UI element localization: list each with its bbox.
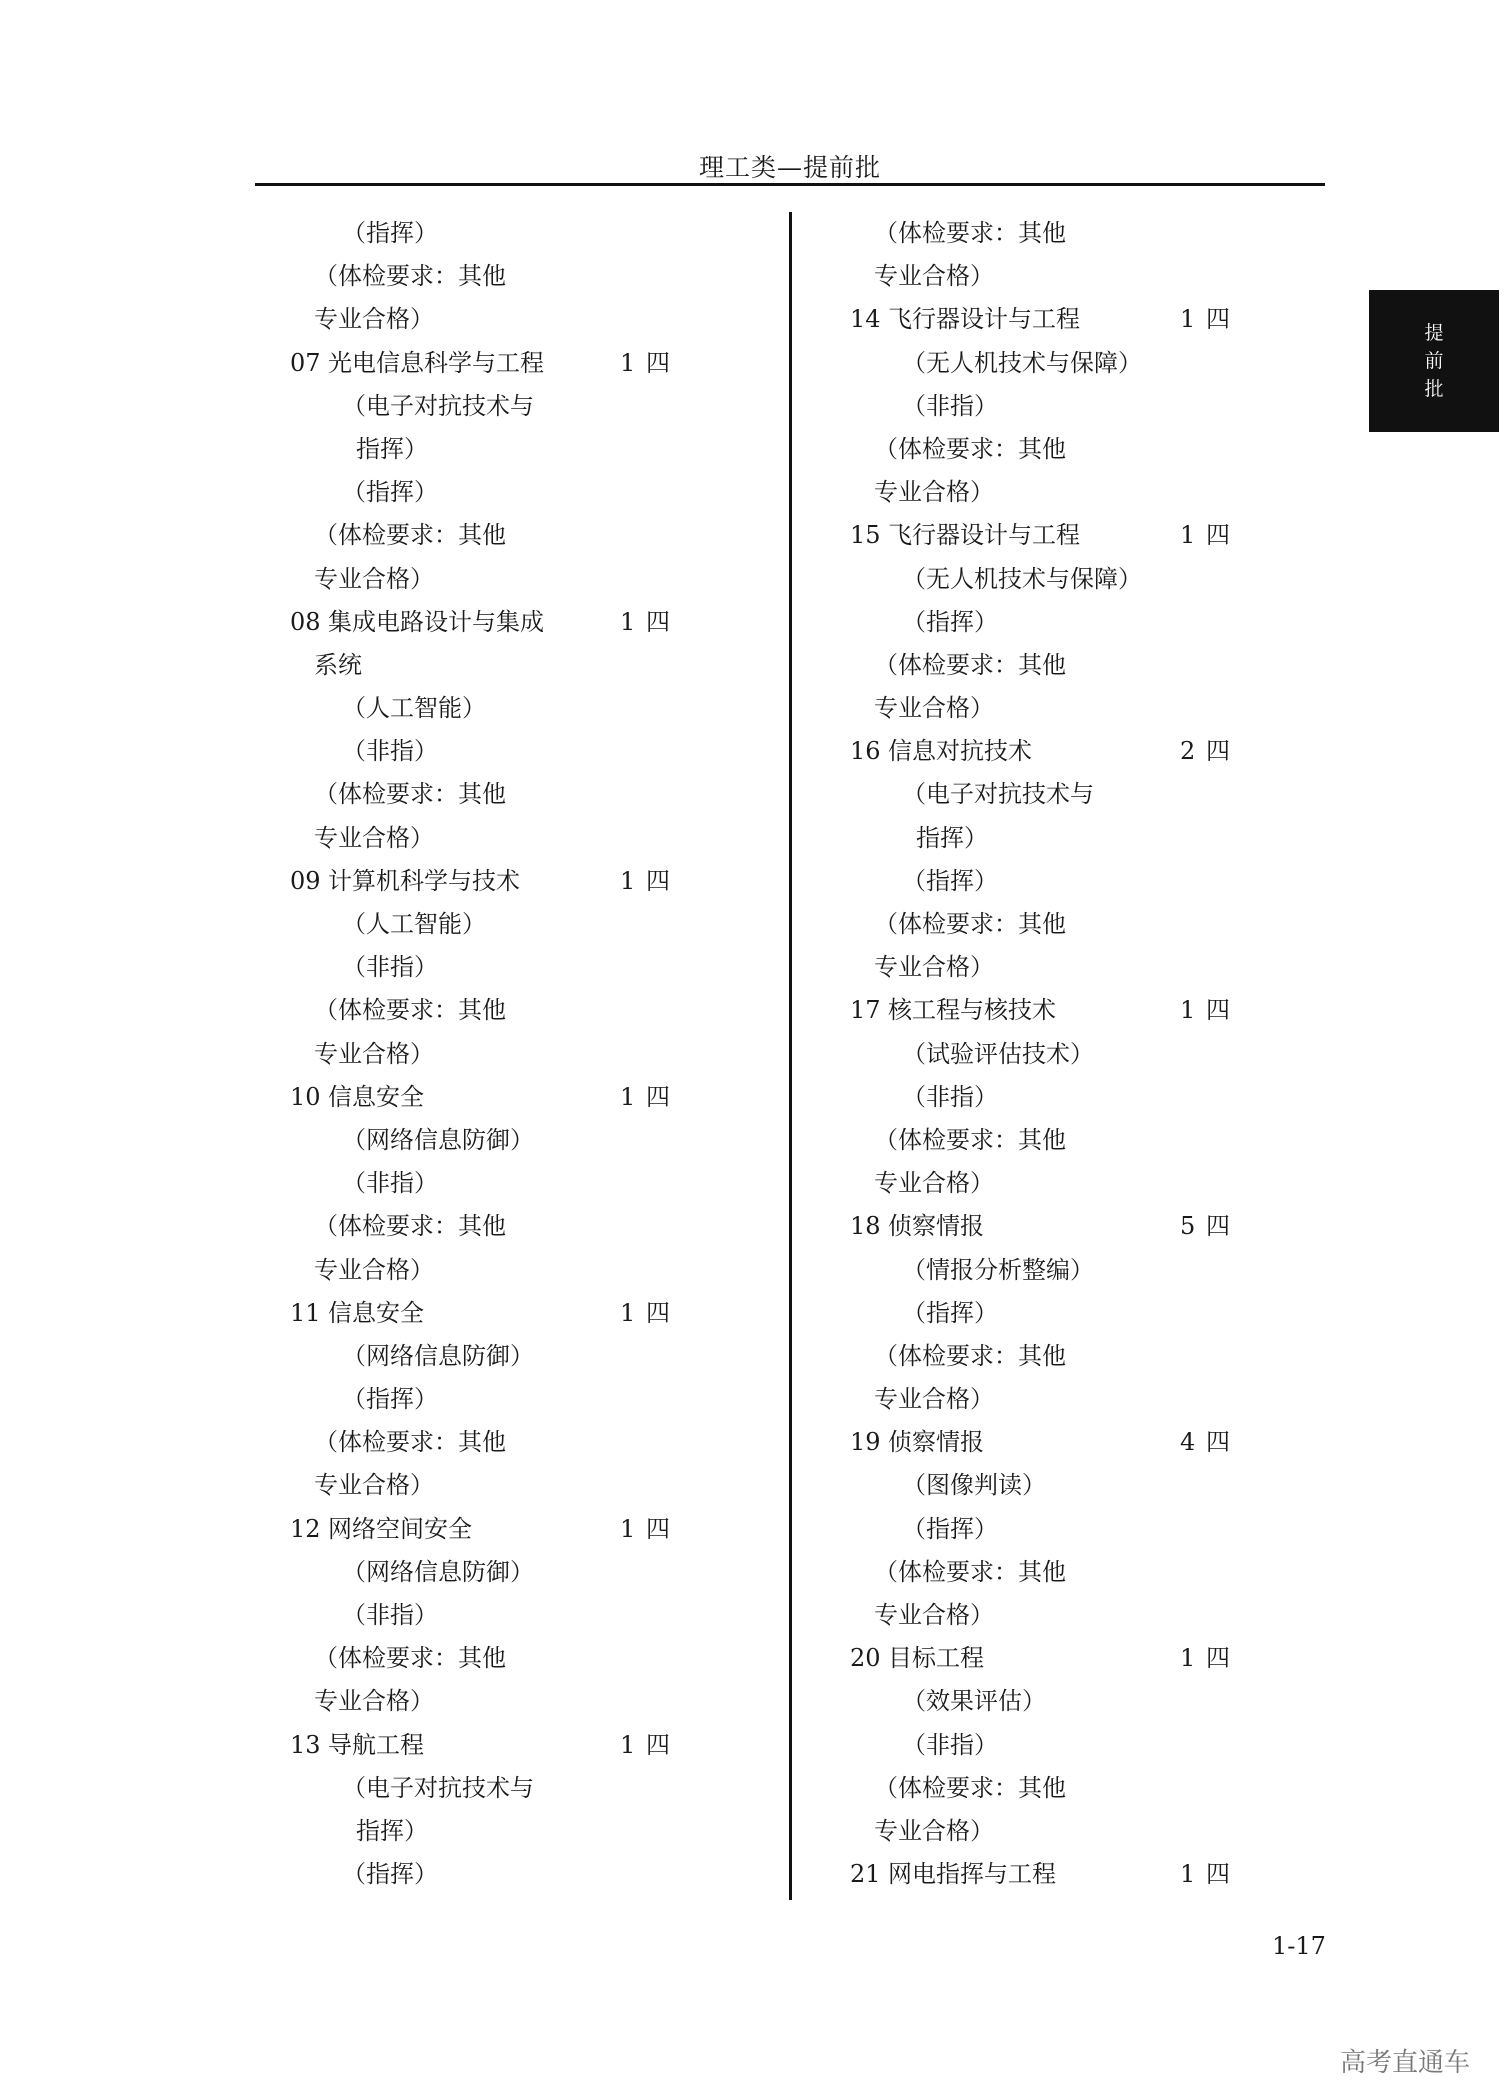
study-years: 四 xyxy=(1206,1860,1230,1889)
study-years: 四 xyxy=(1206,305,1230,334)
major-code: 11 xyxy=(290,1298,321,1327)
major-detail-line: （体检要求：其他 xyxy=(314,996,506,1025)
major-name: 信息安全 xyxy=(328,1298,424,1327)
enrollment-count: 5 xyxy=(1180,1212,1196,1241)
enrollment-count: 4 xyxy=(1180,1428,1196,1457)
major-detail-line: （指挥） xyxy=(342,478,438,507)
major-detail-line: （体检要求：其他 xyxy=(874,1125,1066,1154)
major-code: 10 xyxy=(290,1082,321,1111)
major-detail-line: （网络信息防御） xyxy=(342,1341,534,1370)
major-entry xyxy=(850,1853,1250,1896)
major-name: 光电信息科学与工程 xyxy=(328,348,544,377)
enrollment-count: 2 xyxy=(1180,737,1196,766)
page-header-title: 理工类—提前批 xyxy=(698,153,881,182)
major-meta xyxy=(1180,730,1230,773)
major-detail-line: （体检要求：其他 xyxy=(874,219,1066,247)
major-code: 16 xyxy=(850,737,881,766)
header-rule xyxy=(255,183,1325,186)
major-name: 计算机科学与技术 xyxy=(328,866,520,895)
enrollment-count: 1 xyxy=(620,1298,636,1327)
major-code: 21 xyxy=(850,1860,881,1889)
major-code: 13 xyxy=(290,1730,321,1759)
major-detail-line: （人工智能） xyxy=(342,694,486,723)
major-detail-line: （图像判读） xyxy=(902,1471,1046,1500)
major-detail-line: （网络信息防御） xyxy=(342,1557,534,1586)
major-entry xyxy=(290,601,690,644)
major-detail-line: （非指） xyxy=(342,737,438,766)
major-detail-line: （情报分析整编） xyxy=(902,1255,1094,1284)
major-detail-line: （电子对抗技术与 xyxy=(902,780,1094,809)
major-detail-line: （非指） xyxy=(342,1169,438,1198)
major-detail-line: （指挥） xyxy=(902,1298,998,1327)
study-years: 四 xyxy=(646,607,670,636)
major-entry xyxy=(850,1421,1250,1464)
major-name: 导航工程 xyxy=(328,1730,424,1759)
major-detail-line: （体检要求：其他 xyxy=(314,521,506,550)
major-code: 07 xyxy=(290,348,321,377)
major-detail-line: （无人机技术与保障） xyxy=(902,348,1142,377)
major-detail-line: （体检要求：其他 xyxy=(314,262,506,291)
major-entry xyxy=(850,1205,1250,1248)
major-detail-line: 专业合格） xyxy=(314,1255,434,1284)
major-meta xyxy=(620,860,670,903)
study-years: 四 xyxy=(646,1298,670,1327)
enrollment-count: 1 xyxy=(620,1082,636,1111)
enrollment-count: 1 xyxy=(620,866,636,895)
major-detail-line: （无人机技术与保障） xyxy=(902,564,1142,593)
major-name: 目标工程 xyxy=(888,1644,984,1673)
enrollment-count: 1 xyxy=(1180,305,1196,334)
study-years: 四 xyxy=(646,1730,670,1759)
major-detail-line: （电子对抗技术与 xyxy=(342,391,534,420)
major-detail-line: 专业合格） xyxy=(314,305,434,334)
major-detail-line: （试验评估技术） xyxy=(902,1039,1094,1068)
right-column xyxy=(850,212,1250,1896)
major-code: 18 xyxy=(850,1212,881,1241)
major-entry xyxy=(290,860,690,903)
major-detail-line: （体检要求：其他 xyxy=(874,434,1066,463)
major-detail-line: （非指） xyxy=(342,1601,438,1629)
major-code: 14 xyxy=(850,305,881,334)
major-detail-line: （人工智能） xyxy=(342,910,486,938)
major-entry xyxy=(850,514,1250,557)
major-meta xyxy=(1180,298,1230,341)
major-meta xyxy=(620,1724,670,1767)
major-name: 飞行器设计与工程 xyxy=(888,521,1080,550)
enrollment-count: 1 xyxy=(620,1514,636,1543)
major-name: 侦察情报 xyxy=(888,1212,984,1241)
major-detail-line: 专业合格） xyxy=(314,1687,434,1716)
major-detail-line: （指挥） xyxy=(902,1514,998,1543)
major-name: 集成电路设计与集成 xyxy=(328,607,544,636)
major-detail-line: （指挥） xyxy=(902,866,998,895)
major-detail-line: （体检要求：其他 xyxy=(314,780,506,809)
major-detail-line: （非指） xyxy=(902,1082,998,1111)
major-detail-line: 专业合格） xyxy=(874,953,994,982)
major-detail-line: 系统 xyxy=(314,650,362,679)
major-detail-line: （体检要求：其他 xyxy=(314,1644,506,1673)
major-detail-line: 专业合格） xyxy=(314,564,434,593)
enrollment-count: 1 xyxy=(620,607,636,636)
major-code: 08 xyxy=(290,607,321,636)
major-name: 信息对抗技术 xyxy=(888,737,1032,766)
major-detail-line: （体检要求：其他 xyxy=(874,1557,1066,1586)
major-detail-line: 专业合格） xyxy=(874,478,994,507)
major-meta xyxy=(1180,1637,1230,1680)
major-detail-line: （效果评估） xyxy=(902,1687,1046,1716)
major-detail-line: （电子对抗技术与 xyxy=(342,1773,534,1802)
major-entry xyxy=(290,1724,690,1767)
major-name: 飞行器设计与工程 xyxy=(888,305,1080,334)
enrollment-count: 1 xyxy=(1180,1644,1196,1673)
study-years: 四 xyxy=(1206,1212,1230,1241)
major-detail-line: （指挥） xyxy=(342,219,438,247)
study-years: 四 xyxy=(646,1082,670,1111)
major-detail-line: （体检要求：其他 xyxy=(874,650,1066,679)
major-entry xyxy=(290,1076,690,1119)
major-meta xyxy=(620,1292,670,1335)
major-detail-line: 专业合格） xyxy=(314,823,434,852)
major-code: 17 xyxy=(850,996,881,1025)
major-name: 侦察情报 xyxy=(888,1428,984,1457)
major-name: 网电指挥与工程 xyxy=(888,1860,1056,1889)
major-name: 信息安全 xyxy=(328,1082,424,1111)
major-detail-line: （指挥） xyxy=(342,1385,438,1414)
major-meta xyxy=(620,342,670,385)
enrollment-count: 1 xyxy=(1180,521,1196,550)
major-detail-line: （非指） xyxy=(902,1730,998,1759)
major-meta xyxy=(620,1076,670,1119)
major-detail-line: 专业合格） xyxy=(874,1385,994,1414)
enrollment-count: 1 xyxy=(1180,1860,1196,1889)
major-meta xyxy=(1180,514,1230,557)
major-entry xyxy=(290,1292,690,1335)
major-detail-line: 指挥） xyxy=(356,434,428,463)
major-code: 15 xyxy=(850,521,881,550)
major-entry xyxy=(850,989,1250,1032)
major-detail-line: 专业合格） xyxy=(874,1169,994,1198)
study-years: 四 xyxy=(646,1514,670,1543)
major-detail-line: 专业合格） xyxy=(874,694,994,723)
study-years: 四 xyxy=(646,866,670,895)
major-detail-line: 指挥） xyxy=(916,823,988,852)
study-years: 四 xyxy=(1206,1428,1230,1457)
major-entry xyxy=(850,730,1250,773)
enrollment-count: 1 xyxy=(620,348,636,377)
major-detail-line: （非指） xyxy=(342,953,438,982)
left-column xyxy=(290,212,690,1896)
study-years: 四 xyxy=(1206,1644,1230,1673)
study-years: 四 xyxy=(1206,521,1230,550)
major-code: 09 xyxy=(290,866,321,895)
study-years: 四 xyxy=(646,348,670,377)
major-detail-line: 专业合格） xyxy=(874,1601,994,1629)
major-detail-line: （体检要求：其他 xyxy=(874,1341,1066,1370)
major-detail-line: （体检要求：其他 xyxy=(314,1428,506,1457)
major-detail-line: 专业合格） xyxy=(874,1816,994,1845)
major-detail-line: （体检要求：其他 xyxy=(874,1773,1066,1802)
major-detail-line: （非指） xyxy=(902,391,998,420)
major-detail-line: （指挥） xyxy=(902,607,998,636)
major-detail-line: （网络信息防御） xyxy=(342,1125,534,1154)
major-detail-line: 专业合格） xyxy=(314,1039,434,1068)
major-entry xyxy=(850,298,1250,341)
major-entry xyxy=(850,1637,1250,1680)
major-meta xyxy=(1180,1205,1230,1248)
section-side-tab xyxy=(1369,290,1499,432)
major-entry xyxy=(290,342,690,385)
enrollment-count: 1 xyxy=(1180,996,1196,1025)
study-years: 四 xyxy=(1206,996,1230,1025)
study-years: 四 xyxy=(1206,737,1230,766)
major-code: 12 xyxy=(290,1514,321,1543)
enrollment-count: 1 xyxy=(620,1730,636,1759)
major-name: 核工程与核技术 xyxy=(888,996,1056,1025)
page-number: 1-17 xyxy=(1272,1932,1326,1960)
major-meta xyxy=(620,601,670,644)
column-divider xyxy=(789,212,792,1900)
major-name: 网络空间安全 xyxy=(328,1514,472,1543)
major-meta xyxy=(1180,1421,1230,1464)
major-detail-line: 专业合格） xyxy=(314,1471,434,1500)
major-entry xyxy=(290,1508,690,1551)
major-detail-line: 指挥） xyxy=(356,1816,428,1845)
major-code: 20 xyxy=(850,1644,881,1673)
major-detail-line: （体检要求：其他 xyxy=(314,1212,506,1241)
major-meta xyxy=(620,1508,670,1551)
major-code: 19 xyxy=(850,1428,881,1457)
major-detail-line: （指挥） xyxy=(342,1860,438,1889)
watermark: 高考直通车 xyxy=(1340,2048,1471,2078)
major-meta xyxy=(1180,989,1230,1032)
major-detail-line: （体检要求：其他 xyxy=(874,910,1066,938)
side-tab-label: 提前批 xyxy=(1424,322,1444,400)
major-detail-line: 专业合格） xyxy=(874,262,994,291)
major-meta xyxy=(1180,1853,1230,1896)
